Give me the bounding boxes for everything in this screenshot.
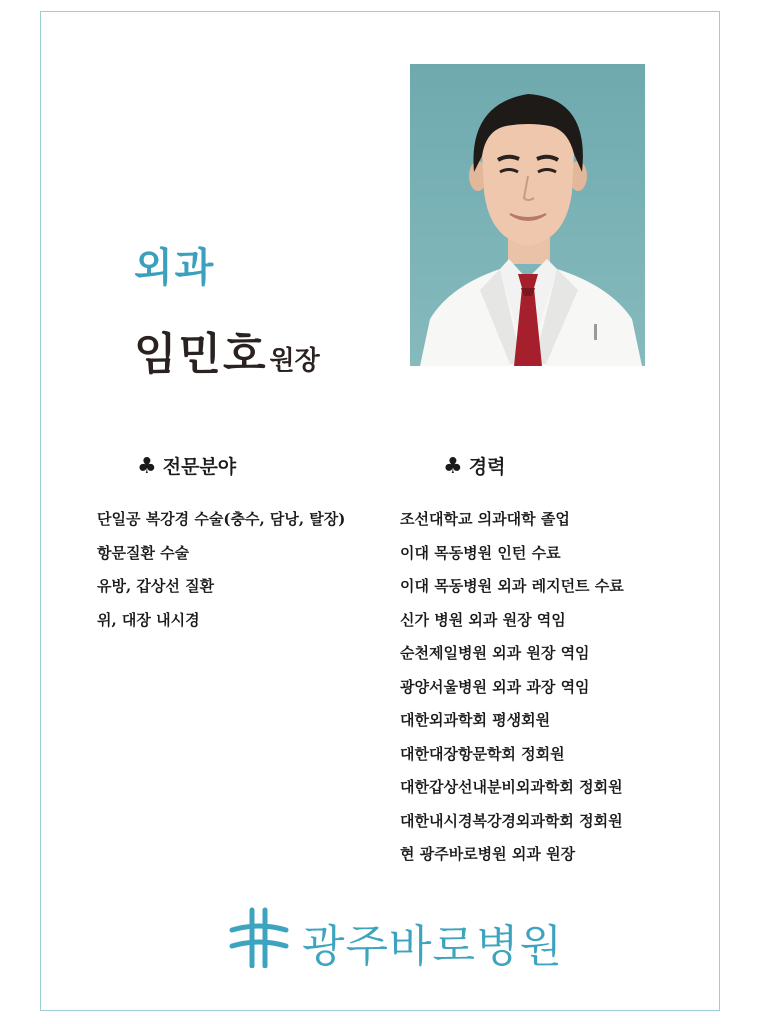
specialty-heading xyxy=(137,452,236,479)
list-item: 항문질환 수술 xyxy=(97,543,190,562)
club-suit-icon: ♣ xyxy=(443,453,463,479)
doctor-portrait-icon xyxy=(410,64,645,366)
list-item: 신가 병원 외과 원장 역임 xyxy=(400,610,566,629)
list-item: 광양서울병원 외과 과장 역임 xyxy=(400,677,590,696)
club-suit-icon: ♣ xyxy=(137,453,157,479)
list-item: 대한갑상선내분비외과학회 정회원 xyxy=(400,778,623,796)
list-item: 단일공 복강경 수술(충수, 담낭, 탈장) xyxy=(97,510,346,528)
career-heading-label: 경력 xyxy=(468,456,506,478)
list-item: 이대 목동병원 인턴 수료 xyxy=(400,543,561,562)
list-item: 대한외과학회 평생회원 xyxy=(400,711,551,729)
career-list xyxy=(400,503,670,872)
list-item: 유방, 갑상선 질환 xyxy=(97,577,215,595)
list-item: 위, 대장 내시경 xyxy=(97,610,200,629)
hospital-logo-icon xyxy=(228,906,290,968)
doctor-name-line xyxy=(134,318,320,382)
list-item: 현 광주바로병원 외과 원장 xyxy=(400,845,576,863)
specialty-list xyxy=(97,503,367,637)
doctor-photo xyxy=(410,64,645,366)
list-item: 대한대장항문학회 정회원 xyxy=(400,744,565,763)
list-item: 이대 목동병원 외과 레지던트 수료 xyxy=(400,577,624,595)
list-item: 순천제일병원 외과 원장 역임 xyxy=(400,644,590,662)
career-heading xyxy=(443,452,505,479)
doctor-title: 원장 xyxy=(269,346,320,376)
department-label: 외과 xyxy=(134,244,216,291)
list-item: 대한내시경복강경외과학회 정회원 xyxy=(400,811,623,830)
hospital-name: 광주바로병원 xyxy=(302,921,564,972)
list-item: 조선대학교 의과대학 졸업 xyxy=(400,510,570,528)
specialty-heading-label: 전문분야 xyxy=(162,456,237,478)
doctor-name: 임민호 xyxy=(134,329,268,380)
hospital-logo xyxy=(228,904,564,972)
